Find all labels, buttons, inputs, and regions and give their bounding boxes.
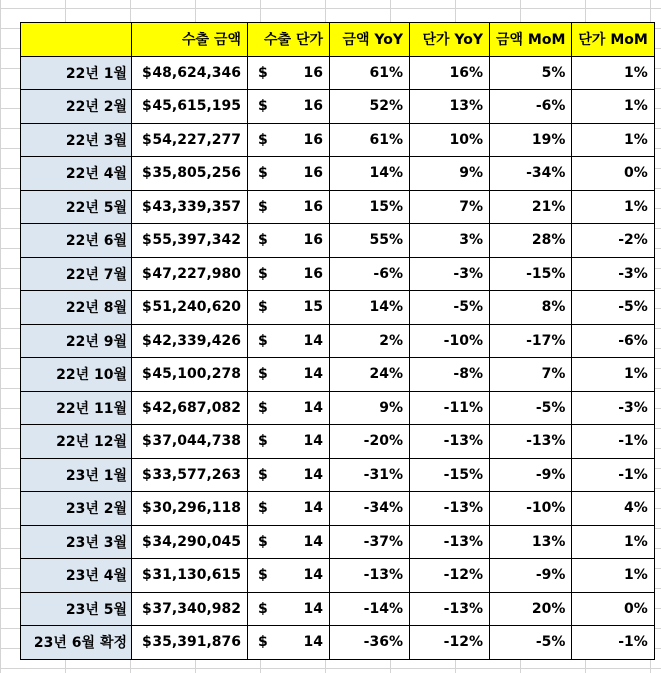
price-yoy-cell[interactable]: -3% — [410, 257, 490, 291]
currency-symbol: $ — [258, 299, 268, 316]
table-row — [21, 157, 655, 191]
header-amount-mom[interactable]: 금액 MoM — [490, 23, 572, 57]
amount-yoy-cell[interactable]: -13% — [330, 559, 410, 593]
price-yoy-cell[interactable]: -12% — [410, 559, 490, 593]
price-yoy-cell[interactable]: -5% — [410, 291, 490, 325]
amount-yoy-cell[interactable]: 2% — [330, 324, 410, 358]
amount-yoy-cell[interactable]: 52% — [330, 90, 410, 124]
currency-symbol: $ — [258, 600, 268, 617]
export-amount-cell[interactable] — [132, 324, 248, 358]
header-month[interactable] — [21, 23, 132, 57]
amount-yoy-cell[interactable]: 9% — [330, 391, 410, 425]
table-row — [21, 391, 655, 425]
export-price-cell-value: 16 — [303, 165, 323, 182]
currency-symbol: $ — [142, 533, 152, 550]
export-price-cell[interactable] — [248, 425, 330, 459]
month-cell[interactable]: 23년 3월 — [21, 525, 132, 559]
amount-mom-cell[interactable]: -5% — [490, 626, 572, 660]
amount-mom-cell[interactable]: 19% — [490, 123, 572, 157]
price-mom-cell[interactable]: 1% — [572, 123, 654, 157]
export-amount-cell[interactable] — [132, 190, 248, 224]
export-amount-cell-value: 31,130,615 — [152, 567, 241, 584]
export-amount-cell[interactable] — [132, 291, 248, 325]
month-cell[interactable]: 22년 10월 — [21, 358, 132, 392]
amount-mom-cell[interactable]: -5% — [490, 391, 572, 425]
price-yoy-cell[interactable]: -8% — [410, 358, 490, 392]
month-cell[interactable]: 22년 8월 — [21, 291, 132, 325]
export-price-cell-value: 14 — [303, 567, 323, 584]
month-cell[interactable]: 22년 4월 — [21, 157, 132, 191]
currency-symbol: $ — [258, 332, 268, 349]
export-price-cell-value: 14 — [303, 500, 323, 517]
export-price-cell[interactable] — [248, 559, 330, 593]
currency-symbol: $ — [258, 433, 268, 450]
currency-symbol: $ — [258, 533, 268, 550]
price-mom-cell[interactable]: 0% — [572, 157, 654, 191]
export-price-cell[interactable] — [248, 56, 330, 90]
export-amount-cell-value: 51,240,620 — [152, 299, 241, 316]
export-amount-cell[interactable] — [132, 592, 248, 626]
table-row — [21, 224, 655, 258]
export-amount-cell[interactable] — [132, 425, 248, 459]
export-price-cell-value: 14 — [303, 433, 323, 450]
price-yoy-cell[interactable]: 3% — [410, 224, 490, 258]
price-yoy-cell[interactable]: -13% — [410, 525, 490, 559]
export-amount-cell-value: 45,100,278 — [152, 366, 241, 383]
table-row — [21, 525, 655, 559]
price-yoy-cell[interactable]: -12% — [410, 626, 490, 660]
price-mom-cell[interactable]: -3% — [572, 257, 654, 291]
currency-symbol: $ — [142, 131, 152, 148]
currency-symbol: $ — [258, 165, 268, 182]
export-price-cell-value: 14 — [303, 600, 323, 617]
currency-symbol: $ — [258, 399, 268, 416]
month-cell[interactable]: 22년 6월 — [21, 224, 132, 258]
table-row — [21, 190, 655, 224]
export-amount-cell[interactable] — [132, 123, 248, 157]
price-yoy-cell[interactable]: -13% — [410, 492, 490, 526]
export-amount-cell[interactable] — [132, 492, 248, 526]
price-yoy-cell[interactable]: -15% — [410, 458, 490, 492]
table-row — [21, 425, 655, 459]
header-price-mom[interactable]: 단가 MoM — [572, 23, 654, 57]
export-price-cell-value: 16 — [303, 64, 323, 81]
export-price-cell[interactable] — [248, 291, 330, 325]
header-export-amount[interactable]: 수출 금액 — [132, 23, 248, 57]
price-mom-cell[interactable]: 1% — [572, 190, 654, 224]
month-cell[interactable]: 22년 3월 — [21, 123, 132, 157]
table-row — [21, 592, 655, 626]
export-amount-cell-value: 30,296,118 — [152, 500, 241, 517]
currency-symbol: $ — [142, 399, 152, 416]
amount-yoy-cell[interactable]: 55% — [330, 224, 410, 258]
price-yoy-cell[interactable]: 9% — [410, 157, 490, 191]
price-mom-cell[interactable]: 1% — [572, 56, 654, 90]
month-cell[interactable]: 22년 1월 — [21, 56, 132, 90]
export-amount-cell[interactable] — [132, 90, 248, 124]
export-amount-cell-value: 34,290,045 — [152, 533, 241, 550]
amount-mom-cell[interactable]: 21% — [490, 190, 572, 224]
export-price-cell[interactable] — [248, 525, 330, 559]
export-amount-cell-value: 37,340,982 — [152, 600, 241, 617]
export-price-cell[interactable] — [248, 157, 330, 191]
amount-yoy-cell[interactable]: 24% — [330, 358, 410, 392]
export-amount-cell[interactable] — [132, 391, 248, 425]
currency-symbol: $ — [142, 332, 152, 349]
currency-symbol: $ — [142, 366, 152, 383]
amount-mom-cell[interactable]: -10% — [490, 492, 572, 526]
table-row — [21, 492, 655, 526]
currency-symbol: $ — [142, 299, 152, 316]
currency-symbol: $ — [258, 567, 268, 584]
amount-mom-cell[interactable]: -9% — [490, 559, 572, 593]
export-price-cell[interactable] — [248, 458, 330, 492]
export-price-cell-value: 14 — [303, 533, 323, 550]
export-price-cell-value: 16 — [303, 265, 323, 282]
currency-symbol: $ — [258, 265, 268, 282]
amount-yoy-cell[interactable]: 15% — [330, 190, 410, 224]
month-cell[interactable]: 23년 5월 — [21, 592, 132, 626]
currency-symbol: $ — [142, 634, 152, 651]
header-price-yoy[interactable]: 단가 YoY — [410, 23, 490, 57]
export-price-cell-value: 16 — [303, 131, 323, 148]
export-amount-cell-value: 43,339,357 — [152, 198, 241, 215]
currency-symbol: $ — [142, 600, 152, 617]
export-amount-cell[interactable] — [132, 559, 248, 593]
currency-symbol: $ — [258, 466, 268, 483]
export-amount-cell[interactable] — [132, 56, 248, 90]
price-mom-cell[interactable]: 4% — [572, 492, 654, 526]
export-price-cell[interactable] — [248, 492, 330, 526]
table-row — [21, 291, 655, 325]
table-row — [21, 257, 655, 291]
amount-yoy-cell[interactable]: -36% — [330, 626, 410, 660]
currency-symbol: $ — [142, 98, 152, 115]
amount-mom-cell[interactable]: -6% — [490, 90, 572, 124]
price-yoy-cell[interactable]: 10% — [410, 123, 490, 157]
amount-mom-cell[interactable]: 8% — [490, 291, 572, 325]
export-price-cell[interactable] — [248, 257, 330, 291]
currency-symbol: $ — [142, 198, 152, 215]
export-data-table — [20, 22, 655, 660]
amount-mom-cell[interactable]: 7% — [490, 358, 572, 392]
table-row — [21, 324, 655, 358]
export-amount-cell-value: 37,044,738 — [152, 433, 241, 450]
amount-mom-cell[interactable]: -17% — [490, 324, 572, 358]
currency-symbol: $ — [142, 165, 152, 182]
currency-symbol: $ — [142, 433, 152, 450]
amount-mom-cell[interactable]: -9% — [490, 458, 572, 492]
export-price-cell-value: 16 — [303, 98, 323, 115]
month-cell[interactable]: 22년 9월 — [21, 324, 132, 358]
export-price-cell-value: 14 — [303, 466, 323, 483]
export-amount-cell[interactable] — [132, 525, 248, 559]
header-row — [21, 23, 655, 57]
price-yoy-cell[interactable]: 7% — [410, 190, 490, 224]
table-row — [21, 56, 655, 90]
month-cell[interactable]: 23년 4월 — [21, 559, 132, 593]
price-mom-cell[interactable]: -5% — [572, 291, 654, 325]
table-row — [21, 123, 655, 157]
amount-yoy-cell[interactable]: -37% — [330, 525, 410, 559]
table-row — [21, 90, 655, 124]
export-price-cell[interactable] — [248, 123, 330, 157]
month-cell[interactable]: 23년 1월 — [21, 458, 132, 492]
currency-symbol: $ — [258, 634, 268, 651]
price-yoy-cell[interactable]: -13% — [410, 425, 490, 459]
price-mom-cell[interactable]: 1% — [572, 525, 654, 559]
amount-yoy-cell[interactable]: -34% — [330, 492, 410, 526]
export-price-cell-value: 14 — [303, 634, 323, 651]
export-amount-cell-value: 33,577,263 — [152, 466, 241, 483]
currency-symbol: $ — [142, 265, 152, 282]
export-amount-cell[interactable] — [132, 358, 248, 392]
amount-yoy-cell[interactable]: -20% — [330, 425, 410, 459]
price-yoy-cell[interactable]: -10% — [410, 324, 490, 358]
amount-yoy-cell[interactable]: 61% — [330, 56, 410, 90]
export-amount-cell[interactable] — [132, 224, 248, 258]
month-cell[interactable]: 22년 12월 — [21, 425, 132, 459]
month-cell[interactable]: 22년 2월 — [21, 90, 132, 124]
export-price-cell-value: 16 — [303, 232, 323, 249]
price-yoy-cell[interactable]: 13% — [410, 90, 490, 124]
header-amount-yoy[interactable]: 금액 YoY — [330, 23, 410, 57]
price-yoy-cell[interactable]: -13% — [410, 592, 490, 626]
currency-symbol: $ — [258, 232, 268, 249]
export-amount-cell[interactable] — [132, 157, 248, 191]
export-amount-cell-value: 35,391,876 — [152, 634, 241, 651]
amount-yoy-cell[interactable]: -6% — [330, 257, 410, 291]
export-amount-cell-value: 35,805,256 — [152, 165, 241, 182]
currency-symbol: $ — [258, 131, 268, 148]
amount-yoy-cell[interactable]: 14% — [330, 291, 410, 325]
export-price-cell-value: 16 — [303, 198, 323, 215]
month-cell[interactable]: 22년 11월 — [21, 391, 132, 425]
export-amount-cell-value: 48,624,346 — [152, 64, 241, 81]
currency-symbol: $ — [258, 198, 268, 215]
export-price-cell[interactable] — [248, 391, 330, 425]
amount-mom-cell[interactable]: 13% — [490, 525, 572, 559]
currency-symbol: $ — [142, 64, 152, 81]
amount-mom-cell[interactable]: -13% — [490, 425, 572, 459]
export-amount-cell-value: 54,227,277 — [152, 131, 241, 148]
price-yoy-cell[interactable]: 16% — [410, 56, 490, 90]
price-mom-cell[interactable]: -2% — [572, 224, 654, 258]
amount-yoy-cell[interactable]: 61% — [330, 123, 410, 157]
price-mom-cell[interactable]: 1% — [572, 358, 654, 392]
currency-symbol: $ — [258, 500, 268, 517]
export-amount-cell-value: 45,615,195 — [152, 98, 241, 115]
export-amount-cell-value: 42,687,082 — [152, 399, 241, 416]
amount-yoy-cell[interactable]: -14% — [330, 592, 410, 626]
export-price-cell[interactable] — [248, 324, 330, 358]
price-mom-cell[interactable]: -6% — [572, 324, 654, 358]
currency-symbol: $ — [258, 64, 268, 81]
export-price-cell[interactable] — [248, 224, 330, 258]
price-mom-cell[interactable]: -1% — [572, 458, 654, 492]
currency-symbol: $ — [258, 98, 268, 115]
export-price-cell[interactable] — [248, 90, 330, 124]
amount-mom-cell[interactable]: 28% — [490, 224, 572, 258]
amount-yoy-cell[interactable]: 14% — [330, 157, 410, 191]
currency-symbol: $ — [142, 567, 152, 584]
export-price-cell-value: 14 — [303, 332, 323, 349]
currency-symbol: $ — [142, 232, 152, 249]
price-mom-cell[interactable]: -1% — [572, 425, 654, 459]
month-cell[interactable]: 22년 7월 — [21, 257, 132, 291]
header-export-price[interactable]: 수출 단가 — [248, 23, 330, 57]
price-mom-cell[interactable]: -3% — [572, 391, 654, 425]
export-price-cell-value: 14 — [303, 366, 323, 383]
currency-symbol: $ — [258, 366, 268, 383]
table-row — [21, 458, 655, 492]
export-amount-cell-value: 42,339,426 — [152, 332, 241, 349]
export-price-cell-value: 15 — [303, 299, 323, 316]
export-amount-cell-value: 55,397,342 — [152, 232, 241, 249]
amount-mom-cell[interactable]: -34% — [490, 157, 572, 191]
amount-mom-cell[interactable]: 5% — [490, 56, 572, 90]
price-mom-cell[interactable]: 1% — [572, 559, 654, 593]
amount-mom-cell[interactable]: -15% — [490, 257, 572, 291]
export-amount-cell[interactable] — [132, 458, 248, 492]
amount-yoy-cell[interactable]: -31% — [330, 458, 410, 492]
export-price-cell[interactable] — [248, 592, 330, 626]
table-row — [21, 358, 655, 392]
export-price-cell[interactable] — [248, 358, 330, 392]
amount-mom-cell[interactable]: 20% — [490, 592, 572, 626]
export-amount-cell[interactable] — [132, 257, 248, 291]
export-price-cell[interactable] — [248, 190, 330, 224]
price-mom-cell[interactable]: 0% — [572, 592, 654, 626]
table-row — [21, 559, 655, 593]
currency-symbol: $ — [142, 466, 152, 483]
export-amount-cell-value: 47,227,980 — [152, 265, 241, 282]
table-row — [21, 626, 655, 660]
price-yoy-cell[interactable]: -11% — [410, 391, 490, 425]
export-price-cell[interactable] — [248, 626, 330, 660]
month-cell[interactable]: 23년 2월 — [21, 492, 132, 526]
month-cell[interactable]: 23년 6월 확정 — [21, 626, 132, 660]
export-amount-cell[interactable] — [132, 626, 248, 660]
month-cell[interactable]: 22년 5월 — [21, 190, 132, 224]
currency-symbol: $ — [142, 500, 152, 517]
export-price-cell-value: 14 — [303, 399, 323, 416]
price-mom-cell[interactable]: -1% — [572, 626, 654, 660]
price-mom-cell[interactable]: 1% — [572, 90, 654, 124]
